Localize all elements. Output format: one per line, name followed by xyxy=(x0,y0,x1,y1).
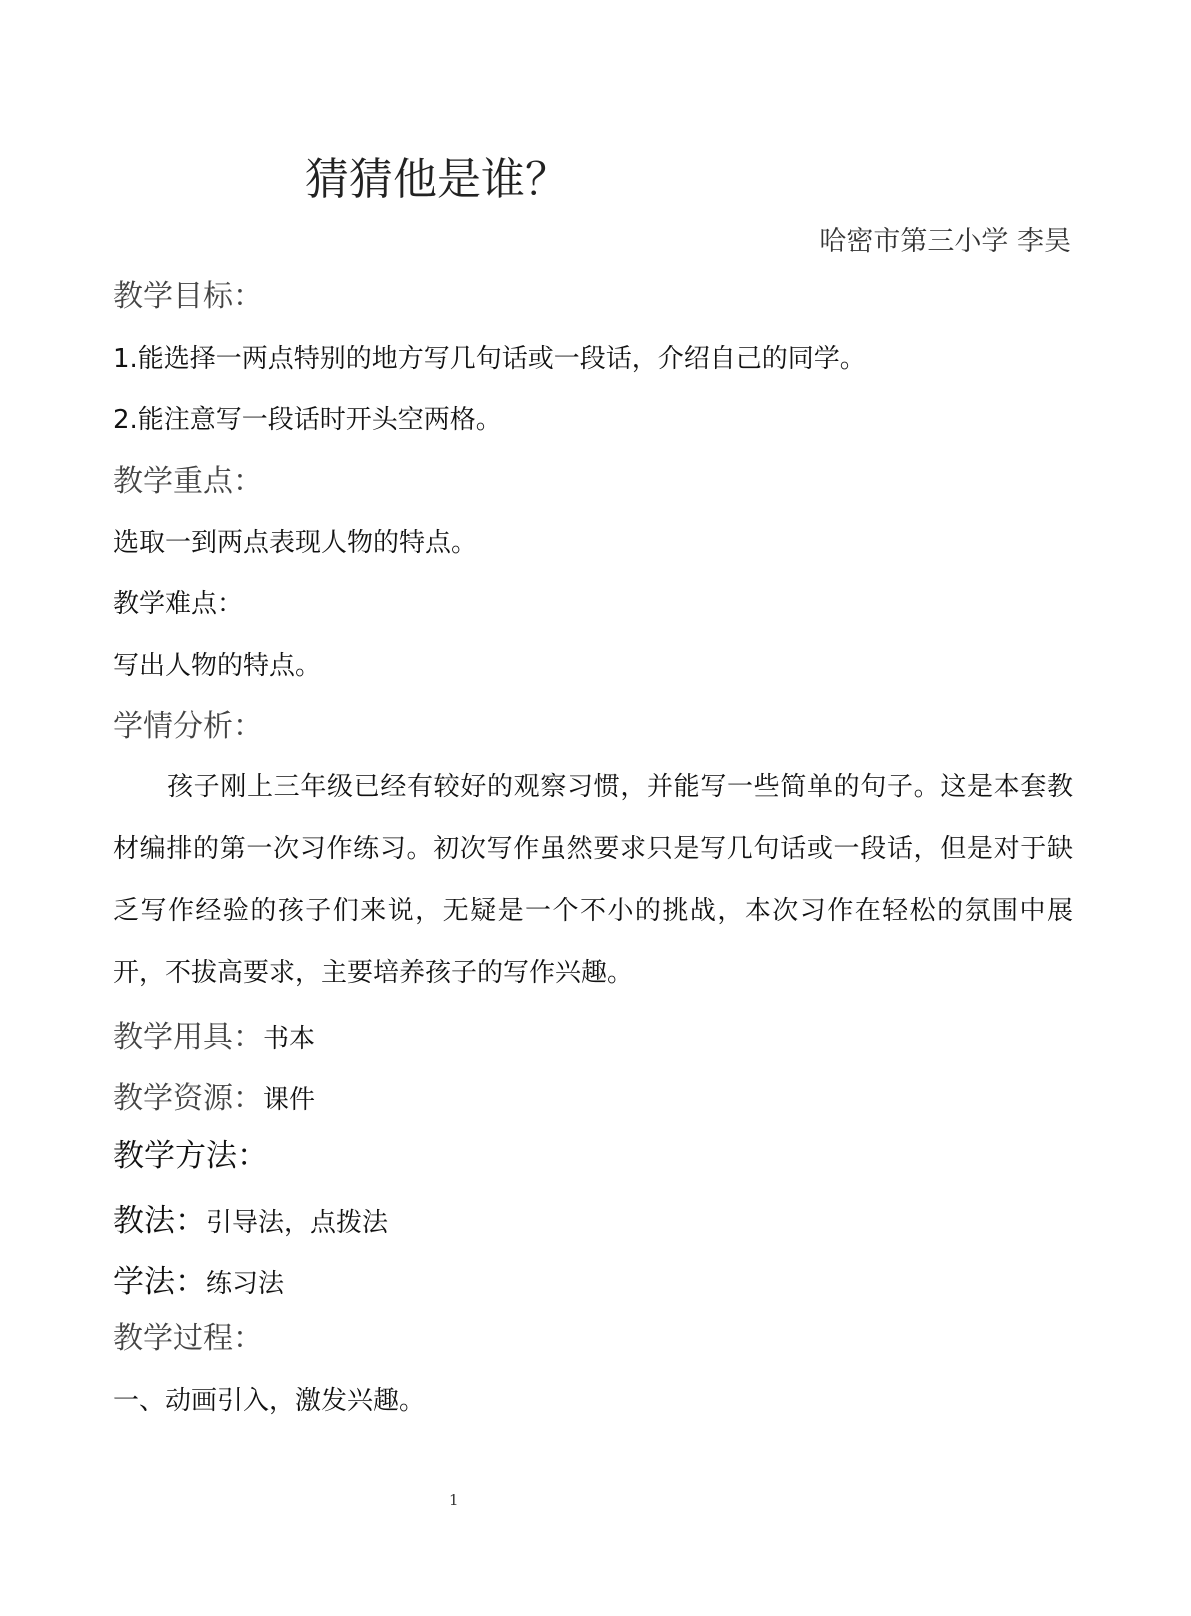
teaching-method-label: 教法： xyxy=(113,1203,206,1239)
resources-value: 课件 xyxy=(263,1085,316,1115)
analysis-heading: 学情分析： xyxy=(113,709,263,744)
learning-method-value: 练习法 xyxy=(206,1269,285,1299)
difficulty-text: 写出人物的特点。 xyxy=(113,651,322,681)
teaching-method-value: 引导法，点拨法 xyxy=(206,1208,389,1238)
difficulty-heading: 教学难点： xyxy=(113,589,244,619)
process-heading: 教学过程： xyxy=(113,1321,263,1356)
document-title: 猜猜他是谁？ xyxy=(305,154,569,205)
analysis-paragraph: 孩子刚上三年级已经有较好的观察习惯，并能写一些简单的句子。这是本套教材编排的第一次习作练习。初次写作虽然要求只是写几句话或一段话，但是对于缺乏写作经验的孩子们来说，无疑是一个不小的挑战，本次习作在轻松的氛围中展开，不拔高要求，主要培养孩子的写作兴趣。 xyxy=(113,772,1073,988)
objectives-heading: 教学目标： xyxy=(113,279,263,314)
tools-line xyxy=(113,1012,315,1056)
author-line: 哈密市第三小学 李昊 xyxy=(819,226,1071,257)
key-points-heading: 教学重点： xyxy=(113,464,263,499)
page-number: 1 xyxy=(449,1491,459,1509)
learning-method-label: 学法： xyxy=(113,1264,206,1300)
process-step-1: 一、动画引入，激发兴趣。 xyxy=(113,1386,426,1416)
learning-method-line xyxy=(113,1256,284,1301)
resources-label: 教学资源： xyxy=(113,1081,263,1116)
key-points-text: 选取一到两点表现人物的特点。 xyxy=(113,528,478,558)
objective-item-1: 1.能选择一两点特别的地方写几句话或一段话，介绍自己的同学。 xyxy=(113,344,866,374)
tools-label: 教学用具： xyxy=(113,1020,263,1055)
resources-line xyxy=(113,1073,315,1117)
objective-item-2: 2.能注意写一段话时开头空两格。 xyxy=(113,405,502,435)
teaching-method-line xyxy=(113,1195,388,1240)
methods-heading: 教学方法： xyxy=(113,1138,268,1174)
tools-value: 书本 xyxy=(263,1024,316,1054)
